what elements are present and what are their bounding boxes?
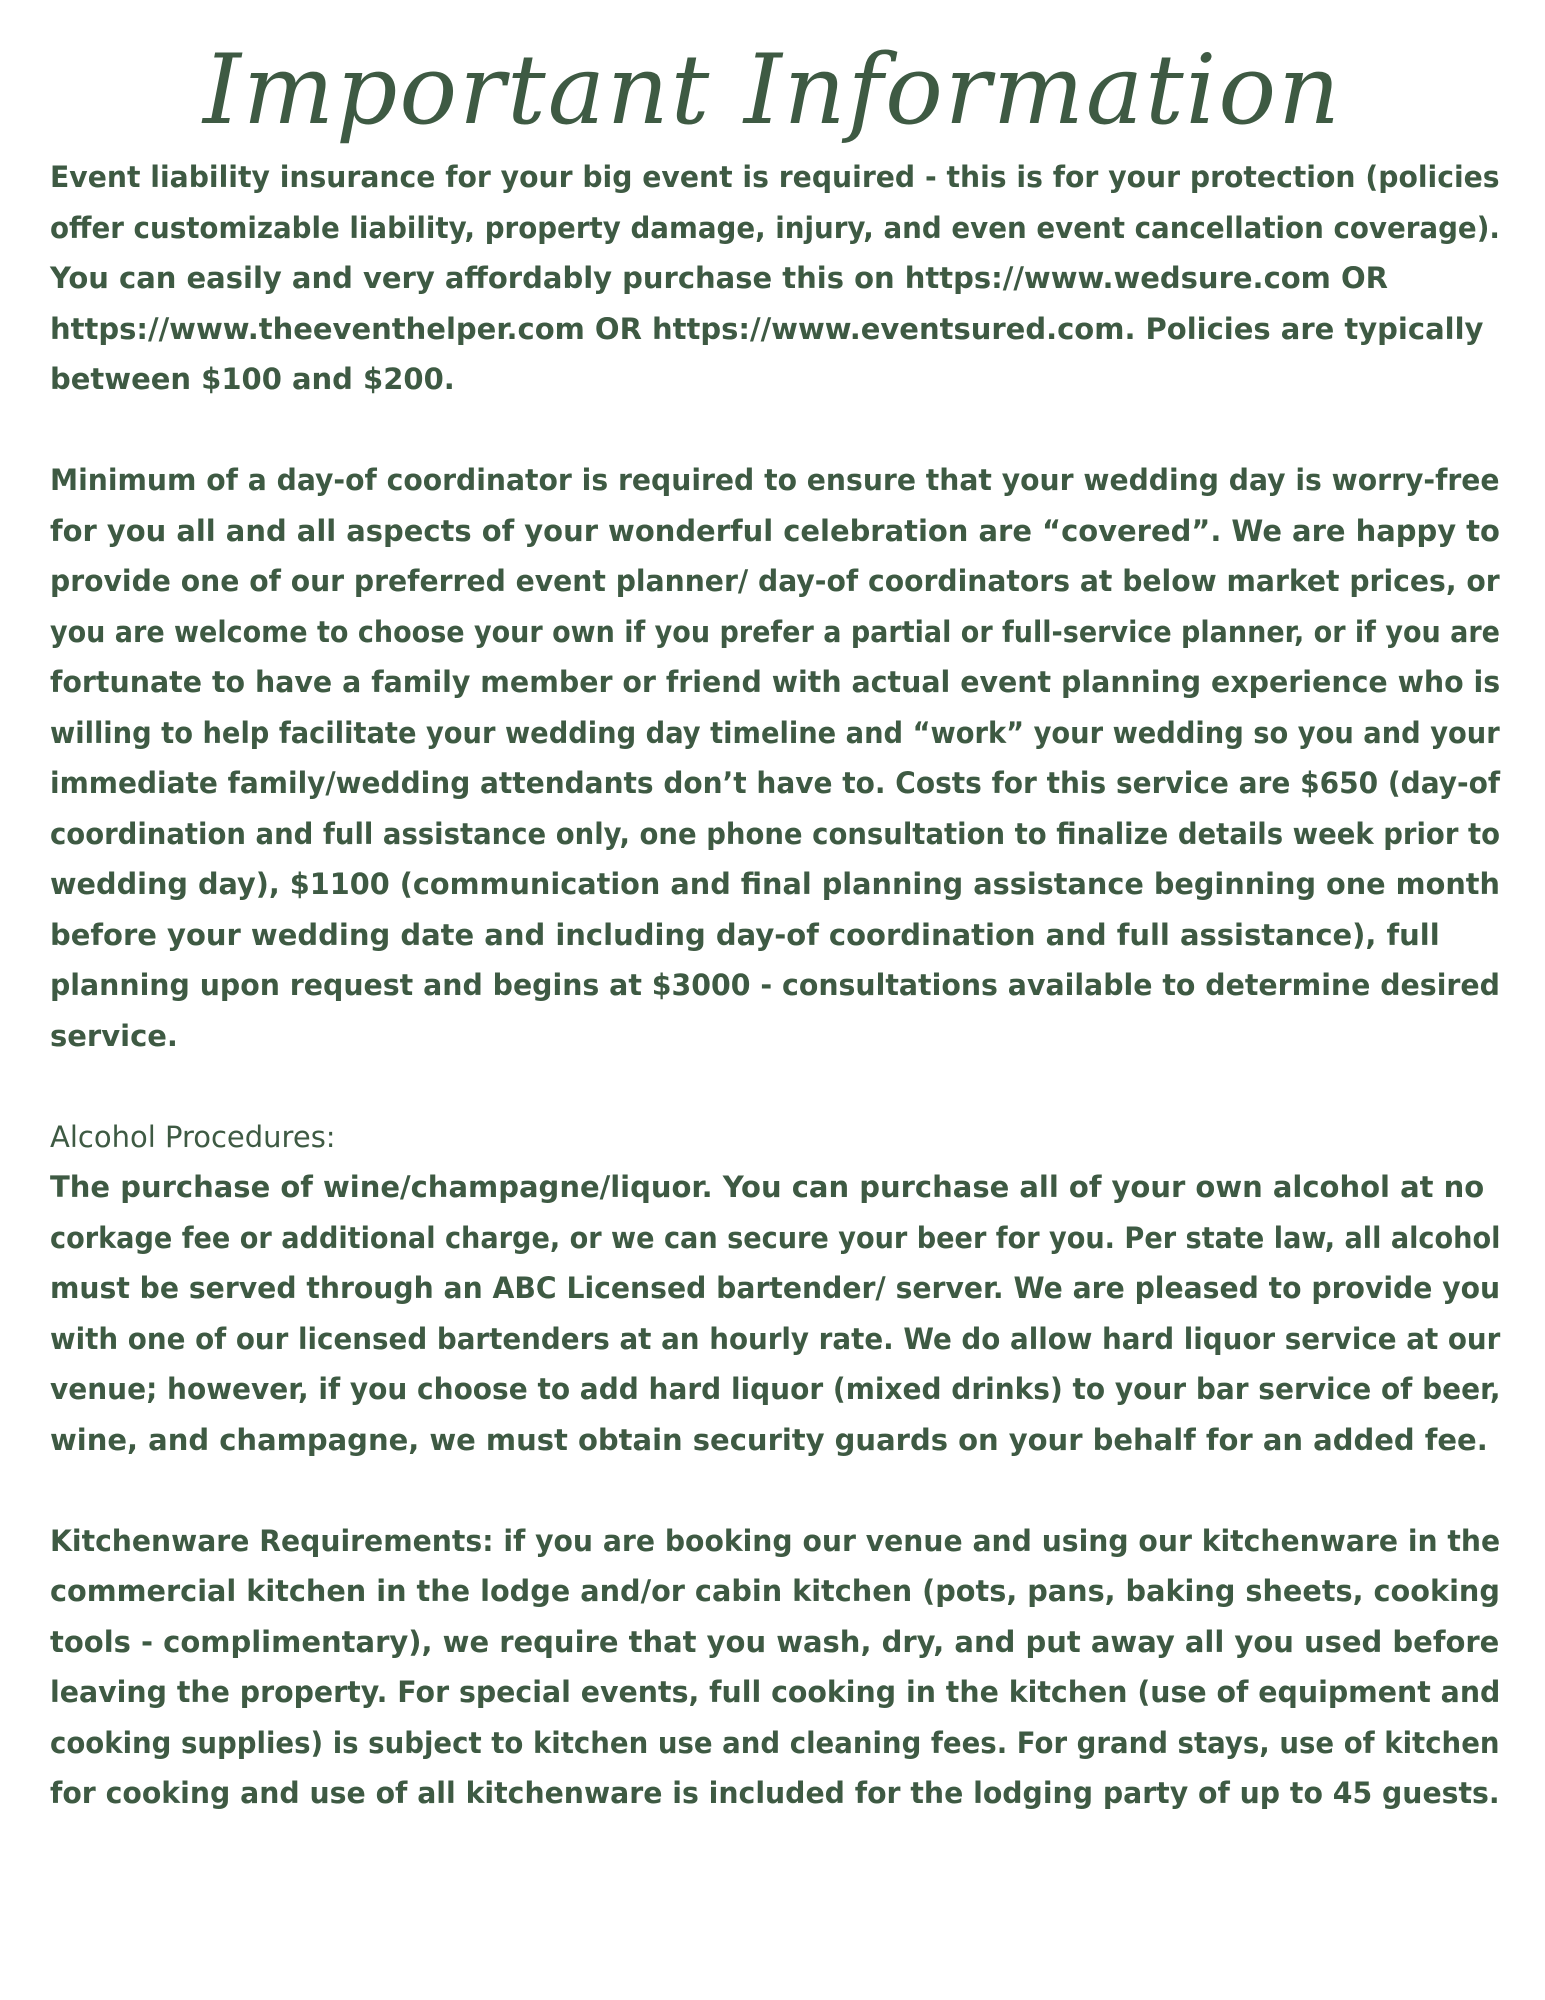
page-title: Important Information (203, 34, 1342, 146)
kitchenware-paragraph (50, 1516, 1500, 1819)
coordinator-line: fortunate to have a family member or friend with actual event planning experience who is (50, 665, 1501, 699)
insurance-line: Event liability insurance for your big event is required - this is for your protection (policies (50, 160, 1500, 194)
alcohol-paragraph (50, 1112, 1500, 1466)
alcohol-line: corkage fee or additional charge, or we can secure your beer for you. Per state law, all alcohol (50, 1220, 1501, 1255)
kitchenware-line: commercial kitchen in the lodge and/or cabin kitchen (pots, pans, baking sheets, cooking (50, 1574, 1500, 1608)
insurance-paragraph (50, 152, 1500, 405)
coordinator-line: Minimum of a day-of coordinator is required to ensure that your wedding day is worry-free (50, 463, 1500, 497)
kitchenware-line: cooking supplies) is subject to kitchen use and cleaning fees. For grand stays, use of kitchen (50, 1725, 1500, 1760)
coordinator-line: for you all and all aspects of your wonderful celebration are “covered”. We are happy to (50, 513, 1500, 548)
alcohol-heading: Alcohol Procedures: (50, 1119, 336, 1154)
coordinator-line: you are welcome to choose your own if you prefer a partial or full-service planner, or if you are (50, 614, 1500, 649)
insurance-line: https://www.theeventhelper.com OR https://www.eventsured.com. Policies are typically (50, 311, 1484, 346)
coordinator-line: before your wedding date and including day-of coordination and full assistance), full (50, 917, 1440, 952)
insurance-line: between $100 and $200. (50, 362, 455, 396)
kitchenware-line: Kitchenware Requirements: if you are booking our venue and using our kitchenware in the (50, 1523, 1501, 1558)
alcohol-line: The purchase of wine/champagne/liquor. You can purchase all of your own alcohol at no (50, 1170, 1485, 1204)
coordinator-line: immediate family/wedding attendants don’t have to. Costs for this service are $650 (day-of (50, 766, 1501, 800)
coordinator-paragraph (50, 455, 1500, 1061)
coordinator-line: willing to help facilitate your wedding day timeline and “work” your wedding so you and your (50, 715, 1500, 750)
kitchenware-line: for cooking and use of all kitchenware is included for the lodging party of up to 45 guests. (50, 1776, 1500, 1810)
coordinator-line: provide one of our preferred event planner/ day-of coordinators at below market prices, or (50, 564, 1500, 598)
alcohol-line: venue; however, if you choose to add hard liquor (mixed drinks) to your bar service of beer, (50, 1372, 1501, 1406)
insurance-line: You can easily and very affordably purchase this on https://www.wedsure.com OR (50, 261, 1388, 295)
coordinator-line: coordination and full assistance only, one phone consultation to finalize details week prior to (50, 816, 1500, 851)
alcohol-line: wine, and champagne, we must obtain security guards on your behalf for an added fee. (50, 1422, 1488, 1457)
document-body (50, 152, 1500, 1819)
alcohol-line: must be served through an ABC Licensed bartender/ server. We are pleased to provide you (50, 1271, 1501, 1305)
insurance-line: offer customizable liability, property damage, injury, and even event cancellation coverage). (50, 210, 1500, 245)
alcohol-line: with one of our licensed bartenders at an hourly rate. We do allow hard liquor service at our (50, 1321, 1501, 1356)
kitchenware-line: leaving the property. For special events, full cooking in the kitchen (use of equipment and (50, 1675, 1501, 1709)
coordinator-line: wedding day), $1100 (communication and final planning assistance beginning one month (50, 867, 1500, 901)
coordinator-line: service. (50, 1018, 178, 1053)
kitchenware-line: tools - complimentary), we require that you wash, dry, and put away all you used before (50, 1624, 1500, 1659)
coordinator-line: planning upon request and begins at $3000 - consultations available to determine desired (50, 968, 1500, 1002)
